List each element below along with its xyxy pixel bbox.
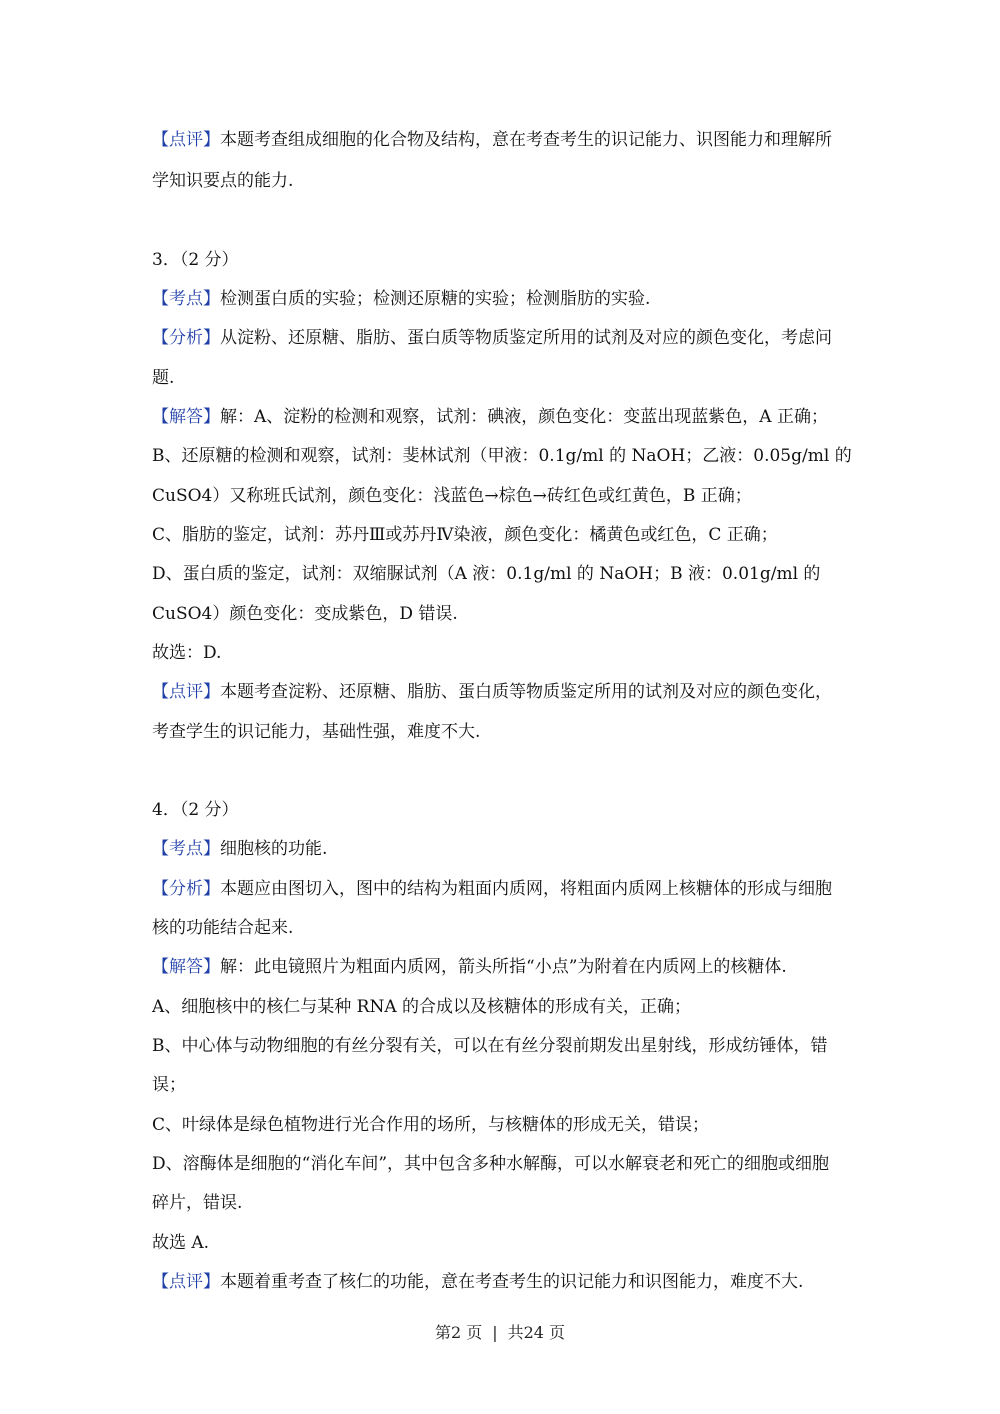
fenxi-tag: 【分析】 [152, 879, 220, 899]
kaodian-text: 检测蛋白质的实验；检测还原糖的实验；检测脂肪的实验. [220, 289, 651, 309]
dianping-tag: 【点评】 [152, 682, 220, 702]
fenxi-text: 从淀粉、还原糖、脂肪、蛋白质等物质鉴定所用的试剂及对应的颜色变化，考虑问 [220, 328, 832, 348]
dianping-tag: 【点评】 [152, 1272, 220, 1292]
jieda-text: A、细胞核中的核仁与某种 RNA 的合成以及核糖体的形成有关，正确； [152, 997, 692, 1017]
q4-jieda-line-7 [152, 1191, 852, 1215]
dianping-text: 考查学生的识记能力，基础性强，难度不大. [152, 722, 481, 742]
comment-tag: 【点评】 [152, 130, 220, 150]
q4-jieda-line-2 [152, 995, 852, 1019]
page-footer [0, 1322, 1000, 1344]
fenxi-text: 核的功能结合起来. [152, 918, 294, 938]
footer-separator: | [492, 1323, 498, 1342]
q4-fenxi-line-1 [152, 877, 852, 901]
jieda-text: 误； [152, 1075, 186, 1095]
fenxi-tag: 【分析】 [152, 328, 220, 348]
jieda-text: B、还原糖的检测和观察，试剂：斐林试剂（甲液：0.1g/ml 的 NaOH；乙液：0.05g/ml 的 [152, 446, 852, 466]
q3-dianping-line-2 [152, 720, 852, 744]
jieda-text: C、脂肪的鉴定，试剂：苏丹Ⅲ或苏丹Ⅳ染液，颜色变化：橘黄色或红色，C 正确； [152, 525, 778, 545]
jieda-text: D、蛋白质的鉴定，试剂：双缩脲试剂（A 液：0.1g/ml 的 NaOH；B 液：0.01g/ml 的 [152, 564, 821, 584]
q4-jieda-line-4 [152, 1073, 852, 1097]
q4-kaodian [152, 837, 852, 861]
dianping-text: 本题着重考查了核仁的功能，意在考查考生的识记能力和识图能力，难度不大. [220, 1272, 804, 1292]
jieda-text: D、溶酶体是细胞的“消化车间”，其中包含多种水解酶，可以水解衰老和死亡的细胞或细胞 [152, 1154, 830, 1174]
q4-jieda-line-5 [152, 1113, 852, 1137]
jieda-text: CuSO4）颜色变化：变成紫色，D 错误. [152, 604, 458, 624]
jieda-text: 解：A、淀粉的检测和观察，试剂：碘液，颜色变化：变蓝出现蓝紫色，A 正确； [220, 407, 828, 427]
fenxi-text: 题. [152, 368, 175, 388]
q3-jieda-line-3 [152, 484, 852, 508]
q4-header: 4．（2 分） [152, 800, 239, 820]
jieda-text: B、中心体与动物细胞的有丝分裂有关，可以在有丝分裂前期发出星射线，形成纺锤体，错 [152, 1036, 828, 1056]
q3-fenxi-line-1 [152, 326, 852, 350]
q3-jieda-line-1 [152, 405, 852, 429]
q3-jieda-line-5 [152, 562, 852, 586]
q4-answer: 故选 A. [152, 1233, 210, 1253]
q3-dianping-line-1 [152, 680, 852, 704]
q3-jieda-line-4 [152, 523, 852, 547]
fenxi-text: 本题应由图切入，图中的结构为粗面内质网，将粗面内质网上核糖体的形成与细胞 [220, 879, 832, 899]
q3-fenxi-line-2 [152, 366, 852, 390]
kaodian-tag: 【考点】 [152, 289, 220, 309]
q4-jieda-line-6 [152, 1152, 852, 1176]
page-number: 第2 页 [434, 1323, 483, 1342]
q4-jieda-line-3 [152, 1034, 852, 1058]
jieda-text: 解：此电镜照片为粗面内质网，箭头所指“小点”为附着在内质网上的核糖体. [220, 957, 787, 977]
total-pages: 共24 页 [507, 1323, 566, 1342]
jieda-text: CuSO4）又称班氏试剂，颜色变化：浅蓝色→棕色→砖红色或红黄色，B 正确； [152, 486, 752, 506]
jieda-tag: 【解答】 [152, 407, 220, 427]
jieda-text: 碎片，错误. [152, 1193, 243, 1213]
kaodian-tag: 【考点】 [152, 839, 220, 859]
q2-comment-line-1 [152, 128, 852, 152]
jieda-text: C、叶绿体是绿色植物进行光合作用的场所，与核糖体的形成无关，错误； [152, 1115, 710, 1135]
kaodian-text: 细胞核的功能. [220, 839, 328, 859]
dianping-text: 本题考查淀粉、还原糖、脂肪、蛋白质等物质鉴定所用的试剂及对应的颜色变化， [220, 682, 832, 702]
q3-kaodian [152, 287, 852, 311]
q4-fenxi-line-2 [152, 916, 852, 940]
comment-text: 学知识要点的能力. [152, 171, 294, 191]
q4-dianping-line-1 [152, 1270, 852, 1294]
q3-jieda-line-2 [152, 444, 852, 468]
q2-comment-line-2 [152, 169, 852, 193]
q3-header: 3．（2 分） [152, 250, 239, 270]
comment-text: 本题考查组成细胞的化合物及结构，意在考查考生的识记能力、识图能力和理解所 [220, 130, 832, 150]
q3-answer: 故选：D. [152, 643, 222, 663]
q4-jieda-line-1 [152, 955, 852, 979]
q3-jieda-line-6 [152, 602, 852, 626]
jieda-tag: 【解答】 [152, 957, 220, 977]
